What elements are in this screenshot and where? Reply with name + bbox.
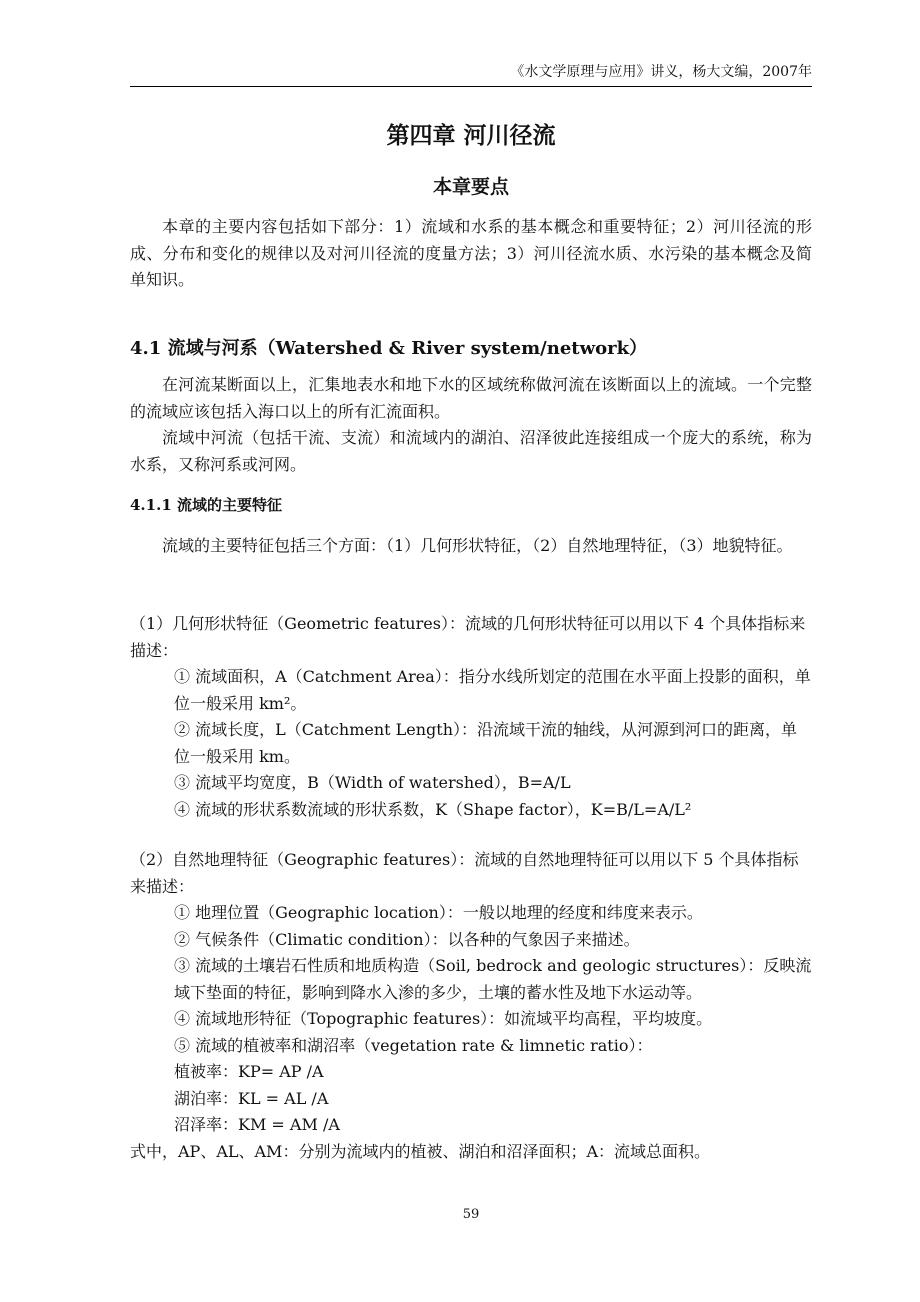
vegetation-rate-formula: 植被率：KP= AP /A (174, 1062, 324, 1081)
geometric-features-intro: （1）几何形状特征（Geometric features）：流域的几何形状特征可以用以下 4 个具体指标来描述： (130, 614, 806, 660)
lake-rate-formula: 湖泊率：KL = AL /A (174, 1088, 329, 1108)
geographic-features-block (130, 847, 812, 1165)
key-points-title: 本章要点 (432, 176, 509, 198)
running-header: 《水文学原理与应用》讲义，杨大文编，2007年 (510, 64, 812, 80)
geographic-item-location: ① 地理位置（Geographic location）：一般以地理的经度和纬度来表示。 (174, 903, 703, 922)
geometric-item-width: ③ 流域平均宽度，B（Width of watershed），B=A/L (174, 773, 571, 792)
geographic-item-topography: ④ 流域地形特征（Topographic features）：如流域平均高程，平均坡度。 (174, 1009, 713, 1028)
geometric-item-area: ① 流域面积，A（Catchment Area）：指分水线所划定的范围在水平面上投影的面积，单位一般采用 km²。 (174, 667, 811, 713)
marsh-rate-formula: 沼泽率：KM = AM /A (174, 1115, 340, 1134)
geometric-item-shape: ④ 流域的形状系数流域的形状系数，K（Shape factor），K=B/L=A/L² (174, 799, 692, 819)
geographic-features-intro: （2）自然地理特征（Geographic features）：流域的自然地理特征可以用以下 5 个具体指标来描述： (130, 850, 799, 896)
geometric-item-length: ② 流域长度，L（Catchment Length）：沿流域干流的轴线，从河源到河口的距离，单位一般采用 km。 (174, 720, 798, 766)
page-number: 59 (462, 1207, 480, 1222)
chapter-title: 第四章 河川径流 (386, 122, 556, 149)
watershed-definition-paragraph: 在河流某断面以上，汇集地表水和地下水的区域统称做河流在该断面以上的流域。一个完整的流域应该包括入海口以上的所有汇流面积。 (130, 375, 812, 421)
features-intro-block (130, 533, 812, 560)
section-4-1-title: 4.1 流域与河系（Watershed & River system/network） (130, 338, 648, 359)
formula-note: 式中，AP、AL、AM：分别为流域内的植被、湖泊和沼泽面积；A：流域总面积。 (130, 1141, 710, 1161)
subsection-4-1-1-title: 4.1.1 流域的主要特征 (130, 496, 282, 514)
section-4-1-body (130, 372, 812, 478)
geometric-features-block (130, 611, 812, 823)
key-points-block (130, 214, 812, 294)
geographic-item-vegetation: ⑤ 流域的植被率和湖沼率（vegetation rate & limnetic ratio）： (174, 1035, 653, 1055)
header-divider (130, 86, 812, 87)
geographic-item-soil: ③ 流域的土壤岩石性质和地质构造（Soil, bedrock and geologic structures）：反映流域下垫面的特征，影响到降水入渗的多少，土壤的蓄水性及地下水运动等。 (174, 956, 812, 1002)
river-system-paragraph: 流域中河流（包括干流、支流）和流域内的湖泊、沼泽彼此连接组成一个庞大的系统，称为水系，又称河系或河网。 (130, 428, 812, 474)
geographic-item-climate: ② 气候条件（Climatic condition）：以各种的气象因子来描述。 (174, 929, 640, 949)
features-intro-paragraph: 流域的主要特征包括三个方面：（1）几何形状特征，（2）自然地理特征，（3）地貌特征。 (162, 536, 793, 555)
key-points-paragraph: 本章的主要内容包括如下部分：1）流域和水系的基本概念和重要特征；2）河川径流的形成、分布和变化的规律以及对河川径流的度量方法；3）河川径流水质、水污染的基本概念及简单知识。 (130, 217, 812, 289)
